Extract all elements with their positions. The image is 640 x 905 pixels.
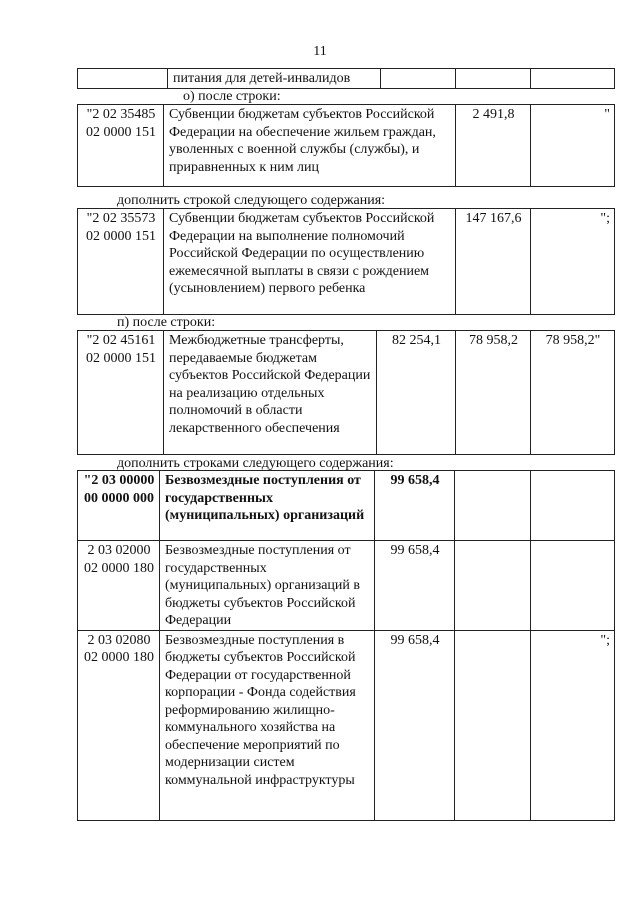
- row-name: Безвозмездные поступления в бюджеты субъектов Российской Федерации от государственной корпорации - Фонда содействия реформированию жилищно-коммунального хозяйства на обеспечение мероприятий по модернизации систем коммунальной инфраструктуры: [160, 630, 375, 820]
- row-value: 99 658,4: [375, 541, 455, 631]
- row-value: 2 491,8: [456, 105, 531, 187]
- row-code: 2 03 02080 02 0000 180: [78, 630, 160, 820]
- table-row: [78, 471, 615, 541]
- row-value: 99 658,4: [375, 630, 455, 820]
- caption-section-o: о) после строки:: [183, 89, 281, 104]
- row-value: 99 658,4: [375, 471, 455, 541]
- row-name: Безвозмездные поступления от государственных (муниципальных) организаций в бюджеты субъектов Российской Федерации: [160, 541, 375, 631]
- row-end-mark: ": [531, 105, 615, 187]
- row-code: "2 02 35573 02 0000 151: [78, 209, 164, 315]
- row-code: 2 03 02000 02 0000 180: [78, 541, 160, 631]
- table-addition-1: [77, 208, 615, 315]
- row-value-2: 78 958,2: [456, 331, 531, 455]
- row-end-mark: [531, 541, 615, 631]
- row-value-1: 82 254,1: [377, 331, 456, 455]
- row-value-3: 78 958,2": [531, 331, 615, 455]
- table-row: [78, 541, 615, 631]
- row-end-mark: ";: [531, 209, 615, 315]
- row-name: Субвенции бюджетам субъектов Российской Федерации на обеспечение жильем граждан, уволенных с военной службы (службы), и приравненных к ним лиц: [164, 105, 456, 187]
- table-row: [78, 209, 615, 315]
- table-section-p: [77, 330, 615, 455]
- caption-addition-1: дополнить строкой следующего содержания:: [117, 193, 386, 208]
- table-addition-2: [77, 470, 615, 821]
- table-row: [78, 69, 615, 89]
- row-name: Субвенции бюджетам субъектов Российской Федерации на выполнение полномочий Российской Федерации по осуществлению ежемесячной выплаты в связи с рождением (усыновлением) первого ребенка: [164, 209, 456, 315]
- row-name: Межбюджетные трансферты, передаваемые бюджетам субъектов Российской Федерации на реализацию отдельных полномочий в области лекарственного обеспечения: [164, 331, 377, 455]
- table-row: [78, 630, 615, 820]
- row-end-mark: [531, 471, 615, 541]
- table-row: [78, 331, 615, 455]
- row-code: "2 02 35485 02 0000 151: [78, 105, 164, 187]
- table-top-fragment: [77, 68, 615, 89]
- row-end-mark: ";: [531, 630, 615, 820]
- table-row: [78, 105, 615, 187]
- page-number: 11: [313, 44, 327, 59]
- row-value: 147 167,6: [456, 209, 531, 315]
- row-name: питания для детей-инвалидов: [168, 69, 381, 89]
- row-name: Безвозмездные поступления от государственных (муниципальных) организаций: [160, 471, 375, 541]
- table-section-o: [77, 104, 615, 187]
- row-code: "2 02 45161 02 0000 151: [78, 331, 164, 455]
- caption-addition-2: дополнить строками следующего содержания:: [117, 456, 394, 471]
- row-code: "2 03 00000 00 0000 000: [78, 471, 160, 541]
- caption-section-p: п) после строки:: [117, 315, 216, 330]
